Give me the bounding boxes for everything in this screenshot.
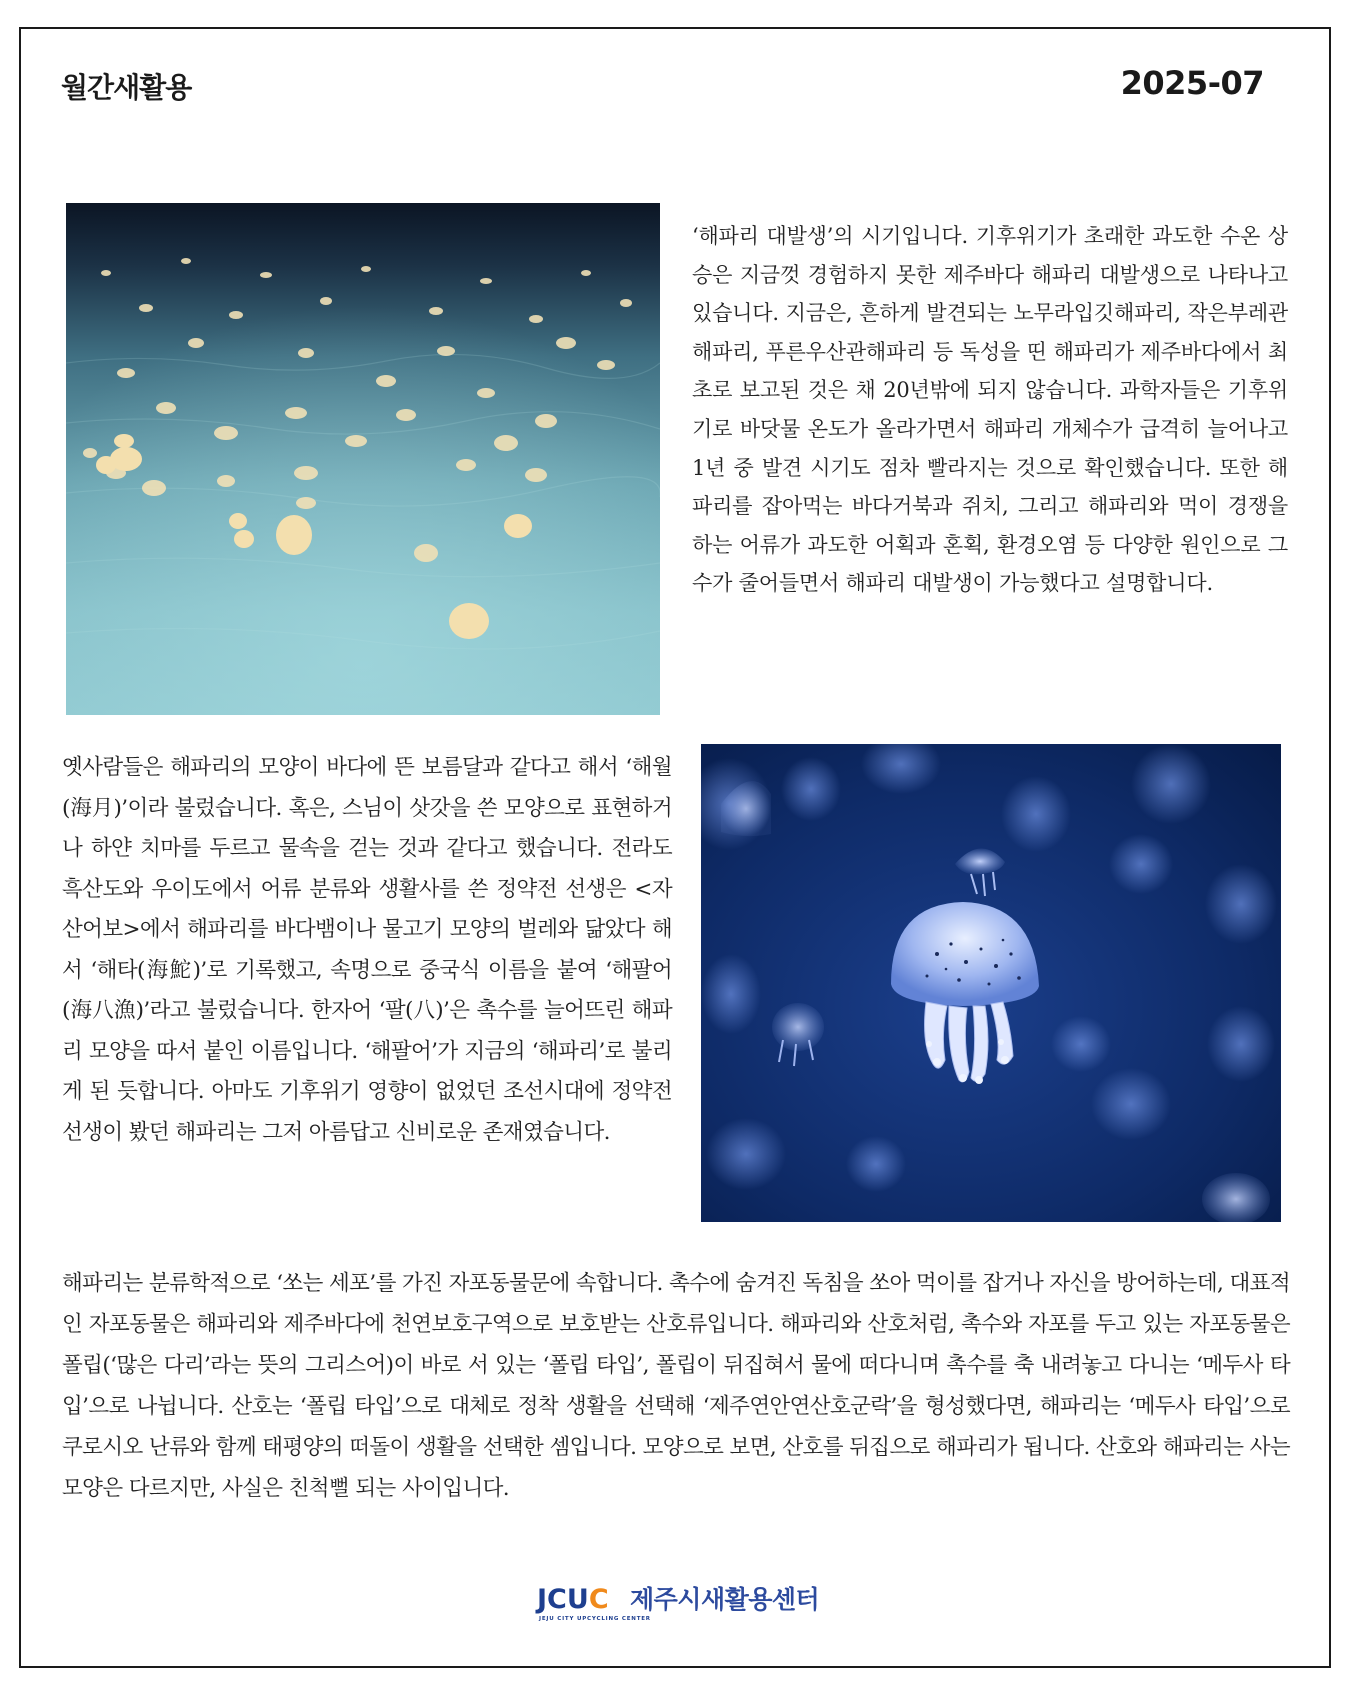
article-paragraph-2: 옛사람들은 해파리의 모양이 바다에 뜬 보름달과 같다고 해서 ‘해월(海月)’이라 불렀습니다. 혹은, 스님이 삿갓을 쓴 모양으로 표현하거나 하얀 치마를 두르고 물속을 걷는 것과 같다고 했습니다. 전라도 흑산도와 우이도에서 어류 분류와 생활사를 쓴 정약전 선생은 <자산어보>에서 해파리를 바다뱀이나 물고기 모양의 벌레와 닮았다 해서 ‘해타(海鮀)’로 기록했고, 속명으로 중국식 이름을 붙여 ‘해팔어(海八漁)’라고 불렀습니다. 한자어 ‘팔(八)’은 촉수를 늘어뜨린 해파리 모양을 따서 붙인 이름입니다. ‘해팔어’가 지금의 ‘해파리’로 불리게 된 듯합니다. 아마도 기후위기 영향이 없었던 조선시대에 정약전 선생이 봤던 해파리는 그저 아름답고 신비로운 존재였습니다.	[62, 755, 672, 1145]
jellyfish-swarm-photo	[66, 203, 660, 715]
logo-mark	[537, 1585, 609, 1615]
logo-letter-j: J	[537, 1584, 548, 1615]
logo-letter-u: U	[566, 1584, 589, 1615]
publication-title: 월간새활용	[61, 71, 192, 104]
logo-letter-c: C	[547, 1584, 567, 1615]
jcuc-logo	[537, 1585, 837, 1635]
logo-letter-c-accent: C	[588, 1584, 609, 1615]
issue-date: 2025-07	[1120, 64, 1264, 102]
logo-subtitle: JEJU CITY UPCYCLING CENTER	[539, 1616, 651, 1622]
article-paragraph-1: ‘해파리 대발생’의 시기입니다. 기후위기가 초래한 과도한 수온 상승은 지금껏 경험하지 못한 제주바다 해파리 대발생으로 나타나고 있습니다. 지금은, 흔하게 발견되는 노무라입깃해파리, 작은부레관해파리, 푸른우산관해파리 등 독성을 띤 해파리가 제주바다에서 최초로 보고된 것은 채 20년밖에 되지 않습니다. 과학자들은 기후위기로 바닷물 온도가 올라가면서 해파리 개체수가 급격히 늘어나고 1년 중 발견 시기도 점차 빨라지는 것으로 확인했습니다. 또한 해파리를 잡아먹는 바다거북과 쥐치, 그리고 해파리와 먹이 경쟁을 하는 어류가 과도한 어획과 혼획, 환경오염 등 다양한 원인으로 그 수가 줄어들면서 해파리 대발생이 가능했다고 설명합니다.	[692, 224, 1288, 596]
moon-jellyfish-photo	[701, 744, 1281, 1222]
organization-name: 제주시새활용센터	[630, 1585, 820, 1614]
article-paragraph-3: 해파리는 분류학적으로 ‘쏘는 세포’를 가진 자포동물문에 속합니다. 촉수에 숨겨진 독침을 쏘아 먹이를 잡거나 자신을 방어하는데, 대표적인 자포동물은 해파리와 제주바다에 천연보호구역으로 보호받는 산호류입니다. 해파리와 산호처럼, 촉수와 자포를 두고 있는 자포동물은 폴립(‘많은 다리’라는 뜻의 그리스어)이 바로 서 있는 ‘폴립 타입’, 폴립이 뒤집혀서 물에 떠다니며 촉수를 축 내려놓고 다니는 ‘메두사 타입’으로 나뉩니다. 산호는 ‘폴립 타입’으로 대체로 정착 생활을 선택해 ‘제주연안연산호군락’을 형성했다면, 해파리는 ‘메두사 타입’으로 쿠로시오 난류와 함께 태평양의 떠돌이 생활을 선택한 셈입니다. 모양으로 보면, 산호를 뒤집으로 해파리가 됩니다. 산호와 해파리는 사는 모양은 다르지만, 사실은 친척뻘 되는 사이입니다.	[62, 1271, 1290, 1501]
